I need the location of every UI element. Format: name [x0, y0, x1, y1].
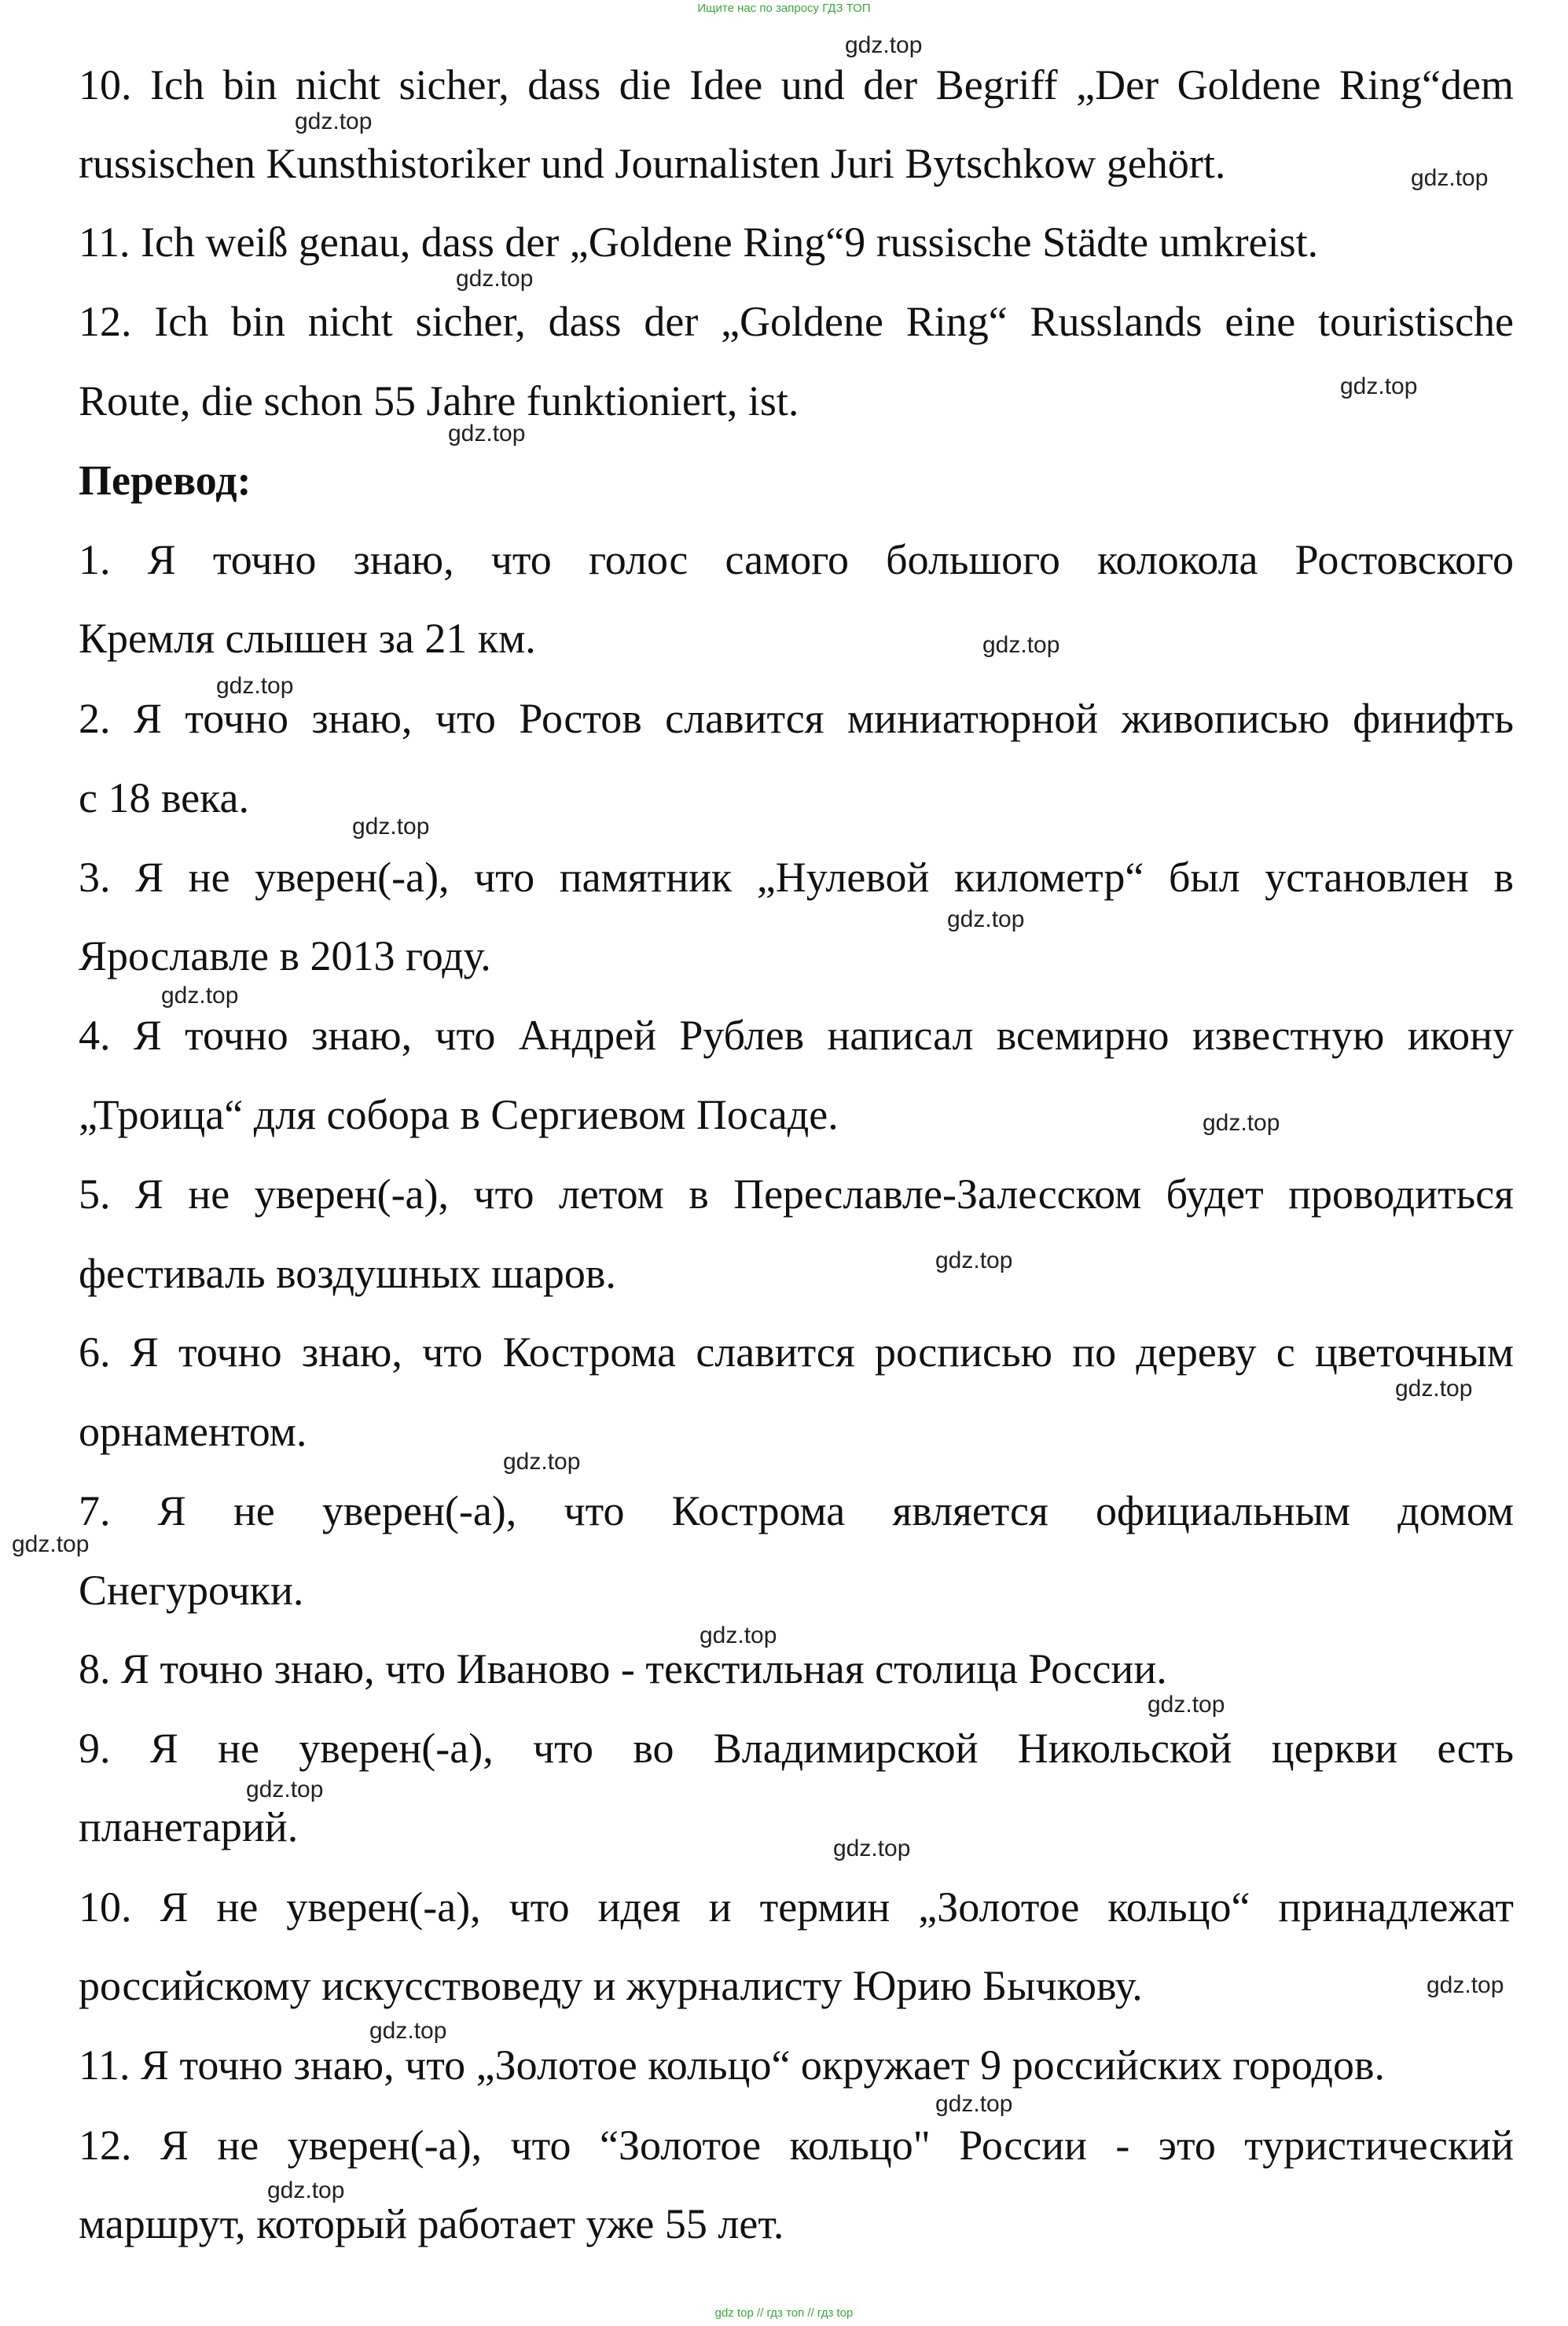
text-line: 5. Я не уверен(-а), что летом в Переславле-Залесском будет проводиться [79, 1170, 1514, 1218]
text-line: 10. Я не уверен(-а), что идея и термин „Золотое кольцо“ принадлежат [79, 1883, 1514, 1931]
text-line: фестиваль воздушных шаров. [79, 1250, 616, 1297]
watermark: gdz.top [369, 2018, 447, 2044]
watermark: gdz.top [947, 906, 1025, 932]
watermark: gdz.top [12, 1531, 90, 1557]
watermark: gdz.top [352, 814, 430, 840]
watermark: gdz.top [700, 1622, 777, 1648]
watermark: gdz.top [1395, 1376, 1473, 1402]
watermark: gdz.top [1203, 1110, 1280, 1136]
watermark: gdz.top [845, 32, 923, 58]
text-line: Route, die schon 55 Jahre funktioniert, ist. [79, 377, 799, 424]
text-line: 8. Я точно знаю, что Иваново - текстильная столица России. [79, 1645, 1167, 1692]
text-line: орнаментом. [79, 1408, 307, 1455]
watermark: gdz.top [935, 2091, 1013, 2117]
text-line: маршрут, который работает уже 55 лет. [79, 2200, 784, 2247]
text-line: российскому искусствоведу и журналисту Юрию Бычкову. [79, 1962, 1143, 2009]
text-line: 12. Я не уверен(-а), что “Золотое кольцо" России - это туристический [79, 2122, 1514, 2169]
watermark: gdz.top [1427, 1972, 1504, 1998]
watermark: gdz.top [246, 1777, 324, 1802]
watermark: gdz.top [1340, 373, 1418, 399]
text-line: 2. Я точно знаю, что Ростов славится миниатюрной живописью финифть [79, 695, 1514, 742]
text-line: 12. Ich bin nicht sicher, dass der „Goldene Ring“ Russlands eine touristische [79, 298, 1514, 345]
text-line: russischen Kunsthistoriker und Journalisten Juri Bytschkow gehört. [79, 140, 1226, 187]
watermark: gdz.top [1148, 1692, 1225, 1718]
watermark: gdz.top [935, 1248, 1013, 1273]
text-line: Снегурочки. [79, 1567, 304, 1614]
search-banner: Ищите нас по запросу ГДЗ ТОП [697, 2, 871, 15]
text-line: 9. Я не уверен(-а), что во Владимирской Никольской церкви есть [79, 1725, 1514, 1772]
watermark: gdz.top [161, 983, 239, 1009]
text-line: планетарий. [79, 1803, 299, 1850]
watermark: gdz.top [833, 1835, 911, 1861]
watermark: gdz.top [267, 2177, 345, 2203]
watermark: gdz.top [456, 266, 534, 292]
text-line: „Троица“ для собора в Сергиевом Посаде. [79, 1091, 839, 1138]
text-line: 3. Я не уверен(-а), что памятник „Нулевой километр“ был установлен в [79, 854, 1514, 901]
watermark: gdz.top [503, 1449, 581, 1475]
text-line: 6. Я точно знаю, что Кострома славится росписью по дереву с цветочным [79, 1328, 1514, 1376]
watermark: gdz.top [1411, 165, 1489, 191]
text-line: Ярославле в 2013 году. [79, 932, 491, 979]
watermark: gdz.top [982, 632, 1060, 658]
watermark: gdz.top [448, 421, 526, 446]
watermark: gdz.top [216, 673, 294, 699]
text-line: 11. Ich weiß genau, dass der „Goldene Ring“9 russische Städte umkreist. [79, 219, 1319, 266]
text-line: 4. Я точно знаю, что Андрей Рублев написал всемирно известную икону [79, 1012, 1514, 1059]
text-line: Кремля слышен за 21 км. [79, 615, 536, 662]
watermark: gdz.top [295, 108, 373, 134]
footer-watermark: gdz top // гдз топ // гдз top [714, 2306, 854, 2320]
text-line: 11. Я точно знаю, что „Золотое кольцо“ окружает 9 российских городов. [79, 2041, 1385, 2089]
text-line: 7. Я не уверен(-а), что Кострома является официальным домом [79, 1487, 1514, 1534]
translation-heading: Перевод: [79, 457, 252, 504]
text-line: с 18 века. [79, 774, 250, 821]
text-line: 1. Я точно знаю, что голос самого большого колокола Ростовского [79, 536, 1514, 583]
text-line: 10. Ich bin nicht sicher, dass die Idee und der Begriff „Der Goldene Ring“dem [79, 61, 1514, 108]
